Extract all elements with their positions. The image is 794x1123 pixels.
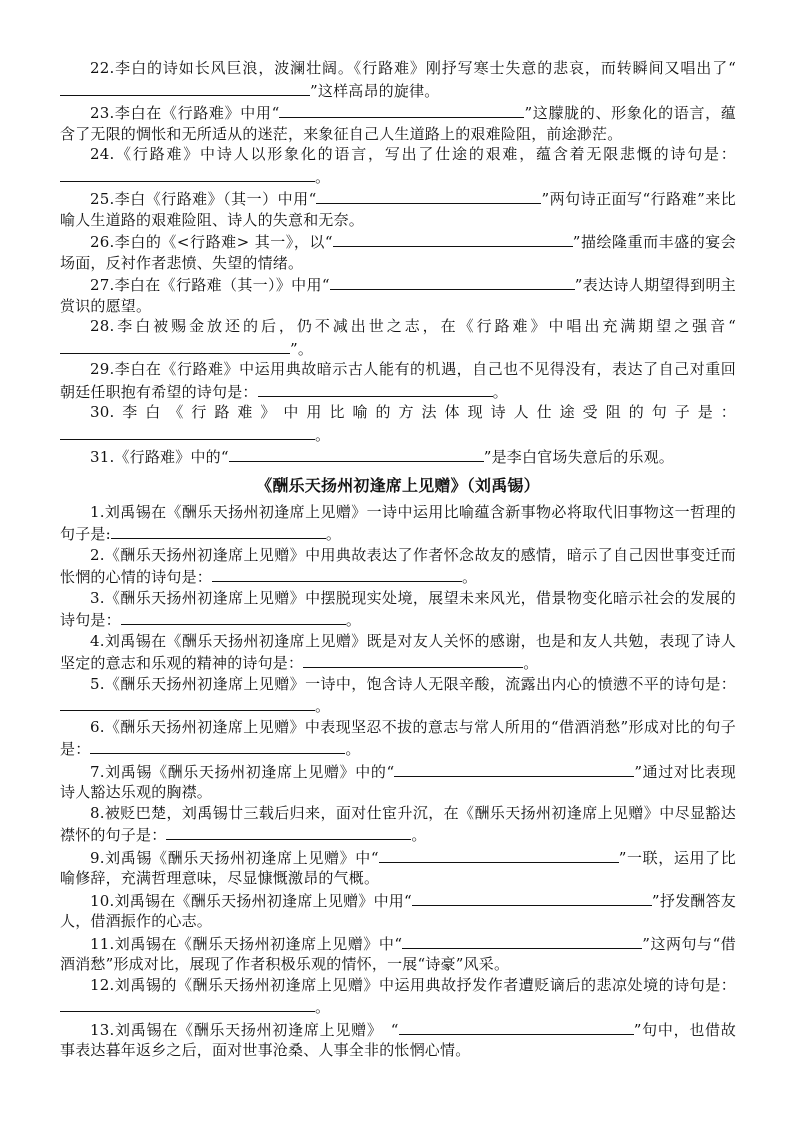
answer-blank[interactable] — [412, 889, 652, 906]
answer-blank[interactable] — [258, 380, 493, 397]
answer-blank[interactable] — [60, 995, 315, 1012]
answer-blank[interactable] — [279, 101, 524, 118]
question-8: 8.被贬巴楚，刘禹锡廿三载后归来，面对仕宦升沉，在《酬乐天扬州初逢席上见赠》中尽显豁达襟怀的句子是： 。 — [60, 803, 736, 844]
question-11: 11.刘禹锡在《酬乐天扬州初逢席上见赠》中“ ”这两句与“借酒消愁”形成对比，展现了作者积极乐观的情怀，一展“诗豪”风采。 — [60, 932, 736, 975]
answer-blank[interactable] — [90, 737, 345, 754]
answer-blank[interactable] — [316, 187, 541, 204]
answer-blank[interactable] — [166, 823, 411, 840]
question-25: 25.李白《行路难》（其一）中用“ ”两句诗正面写“行路难”来比喻人生道路的艰难险阻、诗人的失意和无奈。 — [60, 187, 736, 230]
question-3: 3.《酬乐天扬州初逢席上见赠》中摆脱现实处境，展望未来风光，借景物变化暗示社会的发展的诗句是： 。 — [60, 588, 736, 629]
answer-blank[interactable] — [111, 522, 326, 539]
question-22: 22.李白的诗如长风巨浪，波澜壮阔。《行路难》刚抒写寒士失意的悲哀，而转瞬间又唱出了“”这样高昂的旋律。 — [60, 58, 736, 101]
question-26: 26.李白的《<行路难> 其一》，以“ ”描绘隆重而丰盛的宴会场面，反衬作者悲愤、失望的情绪。 — [60, 230, 736, 273]
question-13: 13.刘禹锡在《酬乐天扬州初逢席上见赠》 “ ”句中，也借故事表达暮年返乡之后，面对世事沧桑、人事全非的怅惘心情。 — [60, 1018, 736, 1061]
question-28: 28.李白被赐金放还的后，仍不减出世之志，在《行路难》中唱出充满期望之强音“”。 — [60, 316, 736, 359]
answer-blank[interactable] — [60, 694, 315, 711]
question-24: 24.《行路难》中诗人以形象化的语言，写出了仕途的艰难，蕴含着无限悲慨的诗句是：。 — [60, 144, 736, 187]
worksheet-page — [60, 58, 736, 1061]
question-4: 4.刘禹锡在《酬乐天扬州初逢席上见赠》既是对友人关怀的感谢，也是和友人共勉，表现了诗人坚定的意志和乐观的精神的诗句是： 。 — [60, 631, 736, 672]
question-9: 9.刘禹锡《酬乐天扬州初逢席上见赠》中“ ”一联，运用了比喻修辞，充满哲理意味，尽显慷慨激昂的气概。 — [60, 846, 736, 889]
question-23: 23.李白在《行路难》中用“ ”这朦胧的、形象化的语言，蕴含了无限的惆怅和无所适从的迷茫，来象征自己人生道路上的艰难险阻，前途渺茫。 — [60, 101, 736, 144]
section-chou-le-tian — [60, 502, 736, 1061]
section-xinglunan — [60, 58, 736, 468]
question-27: 27.李白在《行路难（其一）》中用“ ”表达诗人期望得到明主赏识的愿望。 — [60, 273, 736, 316]
question-1: 1.刘禹锡在《酬乐天扬州初逢席上见赠》一诗中运用比喻蕴含新事物必将取代旧事物这一哲理的句子是: 。 — [60, 502, 736, 543]
answer-blank[interactable] — [333, 230, 573, 247]
question-30: 30.李白《行路难》中用比喻的方法体现诗人仕途受阻的句子是：。 — [60, 402, 736, 445]
answer-blank[interactable] — [399, 1018, 634, 1035]
question-12: 12.刘禹锡的《酬乐天扬州初逢席上见赠》中运用典故抒发作者遭贬谪后的悲凉处境的诗句是：。 — [60, 975, 736, 1018]
question-5: 5.《酬乐天扬州初逢席上见赠》一诗中，饱含诗人无限辛酸，流露出内心的愤懑不平的诗句是：。 — [60, 674, 736, 717]
answer-blank[interactable] — [60, 79, 310, 96]
answer-blank[interactable] — [303, 651, 523, 668]
question-29: 29.李白在《行路难》中运用典故暗示古人能有的机遇，自己也不见得没有，表达了自己对重回朝廷任职抱有希望的诗句是： 。 — [60, 360, 736, 401]
question-2: 2.《酬乐天扬州初逢席上见赠》中用典故表达了作者怀念故友的感情，暗示了自己因世事变迁而怅惘的心情的诗句是： 。 — [60, 545, 736, 586]
question-7: 7.刘禹锡《酬乐天扬州初逢席上见赠》中的“ ”通过对比表现诗人豁达乐观的胸襟。 — [60, 760, 736, 803]
answer-blank[interactable] — [121, 608, 346, 625]
answer-blank[interactable] — [402, 932, 642, 949]
answer-blank[interactable] — [394, 760, 634, 777]
answer-blank[interactable] — [379, 846, 619, 863]
section-title: 《酬乐天扬州初逢席上见赠》（刘禹锡） — [256, 475, 540, 495]
answer-blank[interactable] — [60, 423, 315, 440]
question-31: 31.《行路难》中的“ ”是李白官场失意后的乐观。 — [60, 445, 736, 468]
answer-blank[interactable] — [60, 165, 315, 182]
answer-blank[interactable] — [60, 337, 290, 354]
answer-blank[interactable] — [330, 273, 575, 290]
question-6: 6.《酬乐天扬州初逢席上见赠》中表现坚忍不拔的意志与常人所用的“借酒消愁”形成对比的句子是： 。 — [60, 717, 736, 758]
question-10: 10.刘禹锡在《酬乐天扬州初逢席上见赠》中用“ ”抒发酬答友人，借酒振作的心志。 — [60, 889, 736, 932]
answer-blank[interactable] — [229, 445, 484, 462]
answer-blank[interactable] — [212, 565, 462, 582]
